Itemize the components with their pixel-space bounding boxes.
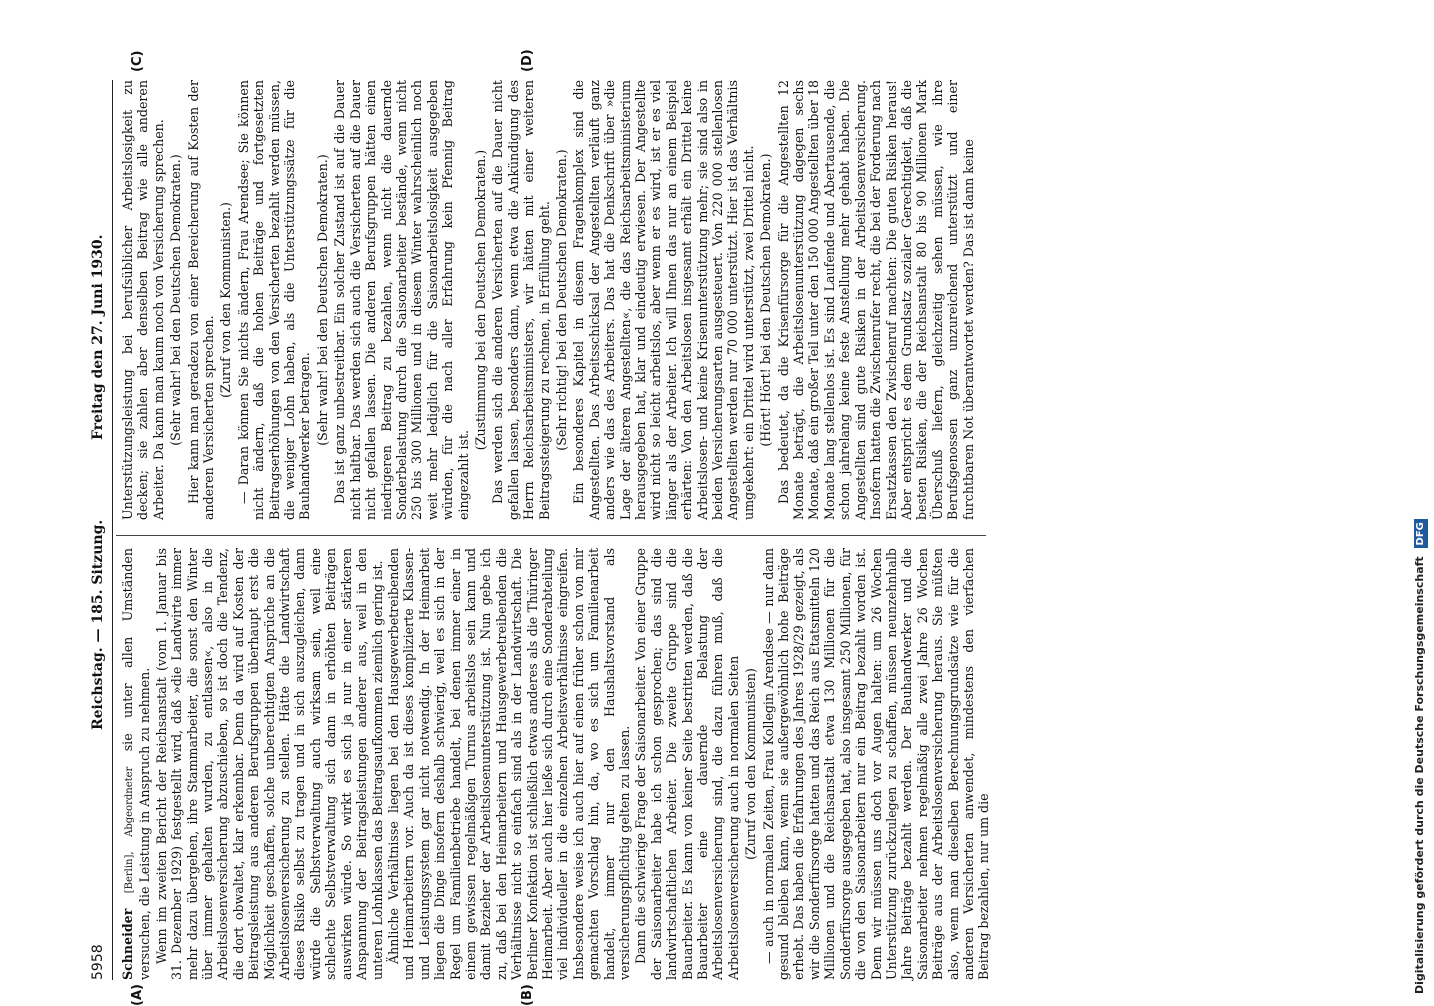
- interjection: (Zustimmung bei den Deutschen Demokraten.): [472, 149, 488, 451]
- margin-marker-c: (C): [130, 50, 145, 72]
- speaker-line: [120, 548, 153, 980]
- paragraph: Hier kann man geradezu von einer Bereicherung auf Kosten der anderen Versicherten sprechen.: [185, 80, 217, 520]
- paragraph: Ähnliche Verhältnisse liegen bei den Hausgewerbetreibenden und Heimarbeitern vor. Auch da ist dieses komplizierte Klassen- und Leistungssystem gar nicht notwendig. In der Heimarbeit liegen die Dinge insofern deshalb schwierig, weil es sich in der Regel um Familienbetriebe handelt, bei denen immer einer in einem gewissen regelmäßigen Turnus arbeitslos sein kann und damit Bezieher der Arbeitslosenunterstützung ist. Nun gebe ich zu, daß bei den Heimarbeitern und Hausgewerbetreibenden die Verhältnisse nicht so einfach sind als in der Landwirtschaft. Die Berliner Konfektion ist schließlich etwas anderes als die Thüringer Heimarbeit. Aber auch hier ließe sich durch eine Sonderabteilung viel individueller in die einzelnen Arbeitsverhältnisse eingreifen. Insbesondere weise ich auch hier auf einen früher schon von mir gemachten Vorschlag hin, da, wo es sich um Familienarbeit handelt, immer nur den Haushaltsvorstand als versicherungspflichtig gelten zu lassen.: [385, 548, 632, 980]
- column-divider: [116, 535, 986, 536]
- paragraph: Das ist ganz unbestreitbar. Ein solcher Zustand ist auf die Dauer nicht haltbar. Das werden sich auch die Versicherten auf die Dauer nicht gefallen lassen. Die anderen Berufsgruppen hätten einen niedrigeren Beitrag zu bezahlen, wenn nicht die dauernde Sonderbelastung durch die Saisonarbeiter bestände, wenn nicht 250 bis 300 Millionen und in diesem Winter wahrscheinlich noch weit mehr lediglich für die Saisonarbeitslosigkeit ausgegeben würden, für die nach aller Erfahrung kein Pfennig Beitrag eingezahlt ist.: [332, 80, 471, 520]
- left-column: [120, 548, 992, 980]
- speaker-note: [Berlin], Abgeordneter: [124, 766, 135, 894]
- page-number: 5958: [90, 944, 106, 980]
- interjection: (Sehr wahr! bei den Deutschen Demokraten.): [314, 154, 330, 446]
- interjection: (Hört! Hört! bei den Deutschen Demokraten.): [758, 153, 774, 447]
- paragraph: sie unter allen Umständen versuchen, die Leistung in Anspruch zu nehmen.: [120, 548, 153, 980]
- paragraph: Unterstützungsleistung bei berufsüblicher Arbeitslosigkeit zu decken; sie zahlen aber denselben Beitrag wie alle anderen Arbeiter. Da kann man kaum noch von Versicherung sprechen.: [120, 80, 166, 520]
- rotated-page-content: [90, 49, 1390, 1006]
- dfg-logo: DFG: [1414, 519, 1428, 548]
- interjection: (Zuruf von den Kommunisten.): [218, 202, 234, 398]
- margin-marker-b: (B): [520, 984, 535, 1006]
- paragraph: — auch in normalen Zeiten, Frau Kollegin Arendsee — nur dann gesund bleiben kann, wenn sie außergewöhnlich hohe Beiträge erhebt. Das haben die Erfahrungen des Jahres 1928/29 gezeigt, als wir die Sonderfürsorge hatten und das Reich aus Etatsmitteln 120 Millionen und die Reichsanstalt etwa 130 Millionen für die Sonderfürsorge ausgegeben hat, also insgesamt 250 Millionen, für die von den Saisonarbeitern nur ein Beitrag bezahlt worden ist. Denn wir müssen uns doch vor Augen halten: um 26 Wochen Unterstützung zurückzulegen zu schaffen, müssen neunzehnhalb Jahre Beiträge bezahlt werden. Der Bauhandwerker und die Saisonarbeiter nehmen regelmäßig alle zwei Jahre 26 Wochen Beiträge aus der Arbeitslosenversicherung heraus. Sie müßten also, wenn man dieselben Berechnungsgrundsätze wie für die anderen Versicherten anwendet, mindestens den vierfachen Beitrag bezahlen, nur um die: [760, 548, 992, 980]
- paragraph: Das werden sich die anderen Versicherten auf die Dauer nicht gefallen lassen, besonders dann, wenn etwa die Ankündigung des Herrn Reichsarbeitsministers, wir hätten mit einer weiteren Beitragssteigerung zu rechnen, in Erfüllung geht.: [490, 80, 552, 520]
- paragraph: Wenn im zweiten Bericht der Reichsanstalt (vom 1. Januar bis 31. Dezember 1929) festgestellt wird, daß »die Landwirte immer mehr dazu übergehen, ihre Stammarbeiter, die sonst den Winter über immer gehalten wurden, zu entlassen«, also in die Arbeitslosenversicherung abzuschieben, so ist doch die Tendenz, die dort obwaltet, klar erkennbar. Denn da wird auf Kosten der Beitragsleistung aus anderen Berufsgruppen überhaupt erst die Möglichkeit geschaffen, solche unberechtigten Ansprüche an die Arbeitslosenversicherung zu stellen. Hätte die Landwirtschaft dieses Risiko selbst zu tragen und in sich auszugleichen, dann würde die Selbstverwaltung auch wirksam sein, weil eine schlechte Selbstverwaltung sich dann in erhöhten Beiträgen auswirken würde. So wirkt es sich ja nur in einer stärkeren Anspannung der Beitragsleistungen anderer aus, weil in den unteren Lohnklassen das Beitragsaufkommen ziemlich gering ist.: [153, 548, 385, 980]
- right-column: [120, 80, 980, 520]
- credit-text: Digitalisierung gefördert durch die Deutsche Forschungsgemeinschaft: [1413, 556, 1426, 994]
- margin-marker-d: (D): [520, 49, 535, 72]
- paragraph: Dann die schwierige Frage der Saisonarbeiter. Von einer Gruppe der Saisonarbeiter habe ich schon gesprochen; das sind die landwirtschaftlichen Arbeiter. Die zweite Gruppe sind die Bauarbeiter. Es kann von keiner Seite bestritten werden, daß die Bauarbeiter eine dauernde Belastung der Arbeitslosenversicherung sind, die dazu führen muß, daß die Arbeitslosenversicherung auch in normalen Seiten: [633, 548, 741, 980]
- interjection: (Sehr richtig! bei den Deutschen Demokraten.): [553, 149, 569, 451]
- interjection: (Sehr wahr! bei den Deutschen Demokraten.): [168, 154, 184, 446]
- page-header: [90, 80, 113, 980]
- paragraph: Ein besonderes Kapitel in diesem Fragenkomplex sind die Angestellten. Das Arbeitsschicksal der Angestellten verläuft ganz anders wie das des Arbeiters. Das hat die Denkschrift über »die Lage der älteren Angestellten«, die das Reichsarbeitsministerium herausgegeben hat, klar und eindeutig erwiesen. Der Angestellte wird nicht so leicht arbeitslos, aber wenn er es wird, ist er es viel länger als der Arbeiter. Ich will Ihnen das nur an einem Beispiel erhärten: Von den Arbeitslosen insgesamt erhält ein Drittel keine Arbeitslosen- und keine Krisenunterstützung mehr; sie sind also in beiden Versicherungsarten ausgesteuert. Von 220 000 stellenlosen Angestellten werden nur 70 000 unterstützt. Hier ist das Verhältnis umgekehrt: ein Drittel wird unterstützt, zwei Drittel nicht.: [571, 80, 756, 520]
- paragraph: Das bedeutet, da die Krisenfürsorge für die Angestellten 12 Monate beträgt, die Arbeitslosenunterstützung dagegen sechs Monate, daß ein großer Teil unter den 150 000 Angestellten über 18 Monate lang stellenlos ist. Es sind Laufende und Abertausende, die schon jahrelang keine feste Anstellung mehr gehabt haben. Die Angestellten sind gute Risiken in der Arbeitslosenversicherung. Insofern hatten die Zwischenrufer recht, die bei der Forderung nach Ersatzkassen den Zwischenruf machten: Die guten Risiken heraus! Aber entspricht es dem Grundsatz sozialer Gerechtigkeit, daß die besten Risiken, die der Reichsanstalt 80 bis 90 Millionen Mark Überschuß liefern, gleichzeitig sehen müssen, wie ihre Berufsgenossen ganz unzureichend unterstützt und einer furchtbaren Not überantwortet werden? Das ist dann keine: [775, 80, 976, 520]
- session-title: Reichstag. — 185. Sitzung.: [90, 519, 106, 730]
- interjection: (Zuruf von den Kommunisten): [743, 668, 759, 860]
- paragraph: — Daran können Sie nichts ändern, Frau Arendsee; Sie können nicht ändern, daß die hohen Beiträge und fortgesetzten Beitragserhöhungen von den Versicherten bezahlt werden müssen, die weniger Lohn haben, als die Unterstützungssätze für die Bauhandwerker betragen.: [235, 80, 313, 520]
- session-date: Freitag den 27. Juni 1930.: [90, 234, 106, 440]
- speaker-name: Schneider: [120, 908, 135, 980]
- digitization-credit: [1408, 0, 1432, 1000]
- margin-marker-a: (A): [130, 984, 145, 1006]
